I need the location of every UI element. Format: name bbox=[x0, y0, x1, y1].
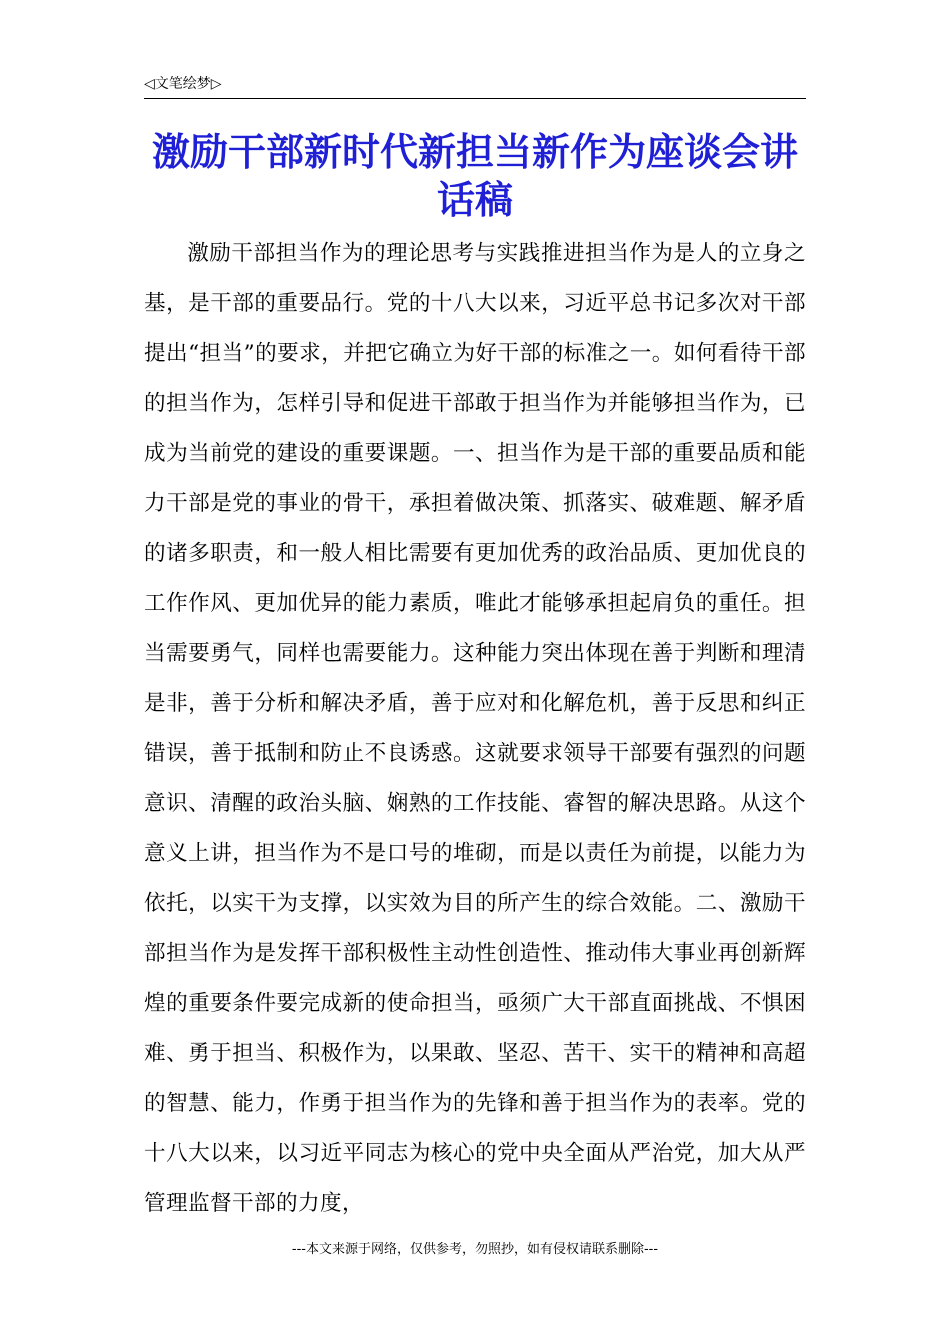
document-title: 激励干部新时代新担当新作为座谈会讲话稿 bbox=[151, 130, 798, 222]
page-header bbox=[144, 72, 806, 99]
document-body: 激励干部担当作为的理论思考与实践推进担当作为是人的立身之基，是干部的重要品行。党的十八大以来，习近平总书记多次对干部提出“担当”的要求，并把它确立为好干部的标准之一。如何看待干部的担当作为，怎样引导和促进干部敢于担当作为并能够担当作为，已成为当前党的建设的重要课题。一、担当作为是干部的重要品质和能力干部是党的事业的骨干，承担着做决策、抓落实、破难题、解矛盾的诸多职责，和一般人相比需要有更加优秀的政治品质、更加优良的工作作风、更加优异的能力素质，唯此才能够承担起肩负的重任。担当需要勇气，同样也需要能力。这种能力突出体现在善于判断和理清是非，善于分析和解决矛盾，善于应对和化解危机，善于反思和纠正错误，善于抵制和防止不良诱惑。这就要求领导干部要有强烈的问题意识、清醒的政治头脑、娴熟的工作技能、睿智的解决思路。从这个意义上讲，担当作为不是口号的堆砌，而是以责任为前提，以能力为依托，以实干为支撑，以实效为目的所产生的综合效能。二、激励干部担当作为是发挥干部积极性主动性创造性、推动伟大事业再创新辉煌的重要条件要完成新的使命担当，亟须广大干部直面挑战、不惧困难、勇于担当、积极作为，以果敢、坚忍、苦干、实干的精神和高超的智慧、能力，作勇于担当作为的先锋和善于担当作为的表率。党的十八大以来，以习近平同志为核心的党中央全面从严治党，加大从严管理监督干部的力度， bbox=[144, 241, 806, 1216]
page-footer bbox=[0, 1240, 950, 1260]
footer-notice: ---本文来源于网络，仅供参考，勿照抄，如有侵权请联系删除--- bbox=[291, 1242, 659, 1257]
header-brand: ◁文笔绘梦▷ bbox=[144, 76, 222, 92]
